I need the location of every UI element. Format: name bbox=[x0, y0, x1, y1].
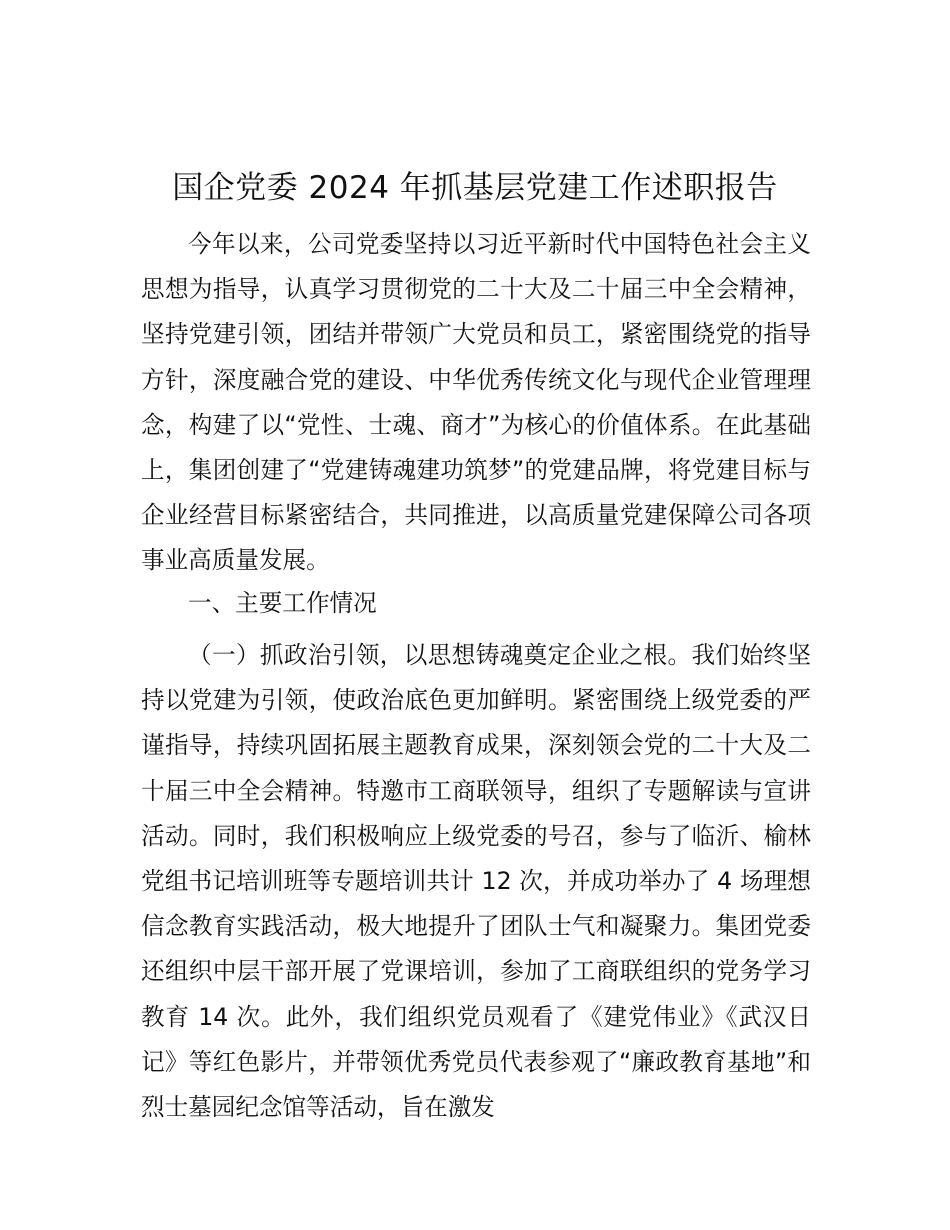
section-one-paragraph: （一）抓政治引领，以思想铸魂奠定企业之根。我们始终坚持以党建为引领，使政治底色更加鲜明。紧密围绕上级党委的严谨指导，持续巩固拓展主题教育成果，深刻领会党的二十大及二十届三中全会精神。特邀市工商联领导，组织了专题解读与宣讲活动。同时，我们积极响应上级党委的号召，参与了临沂、榆林党组书记培训班等专题培训共计 12 次，并成功举办了 4 场理想信念教育实践活动，极大地提升了团队士气和凝聚力。集团党委还组织中层干部开展了党课培训，参加了工商联组织的党务学习教育 14 次。此外，我们组织党员观看了《建党伟业》《武汉日记》等红色影片，并带领优秀党员代表参观了“廉政教育基地”和烈士墓园纪念馆等活动，旨在激发 bbox=[141, 641, 811, 1122]
intro-paragraph: 今年以来，公司党委坚持以习近平新时代中国特色社会主义思想为指导，认真学习贯彻党的二十大及二十届三中全会精神，坚持党建引领，团结并带领广大党员和员工，紧密围绕党的指导方针，深度融合党的建设、中华优秀传统文化与现代企业管理理念，构建了以“党性、士魂、商才”为核心的价值体系。在此基础上，集团创建了“党建铸魂建功筑梦”的党建品牌，将党建目标与企业经营目标紧密结合，共同推进，以高质量党建保障公司各项事业高质量发展。 bbox=[141, 230, 811, 575]
document-title: 国企党委 2024 年抓基层党建工作述职报告 bbox=[172, 170, 778, 206]
section-heading: 一、主要工作情况 bbox=[188, 589, 377, 617]
